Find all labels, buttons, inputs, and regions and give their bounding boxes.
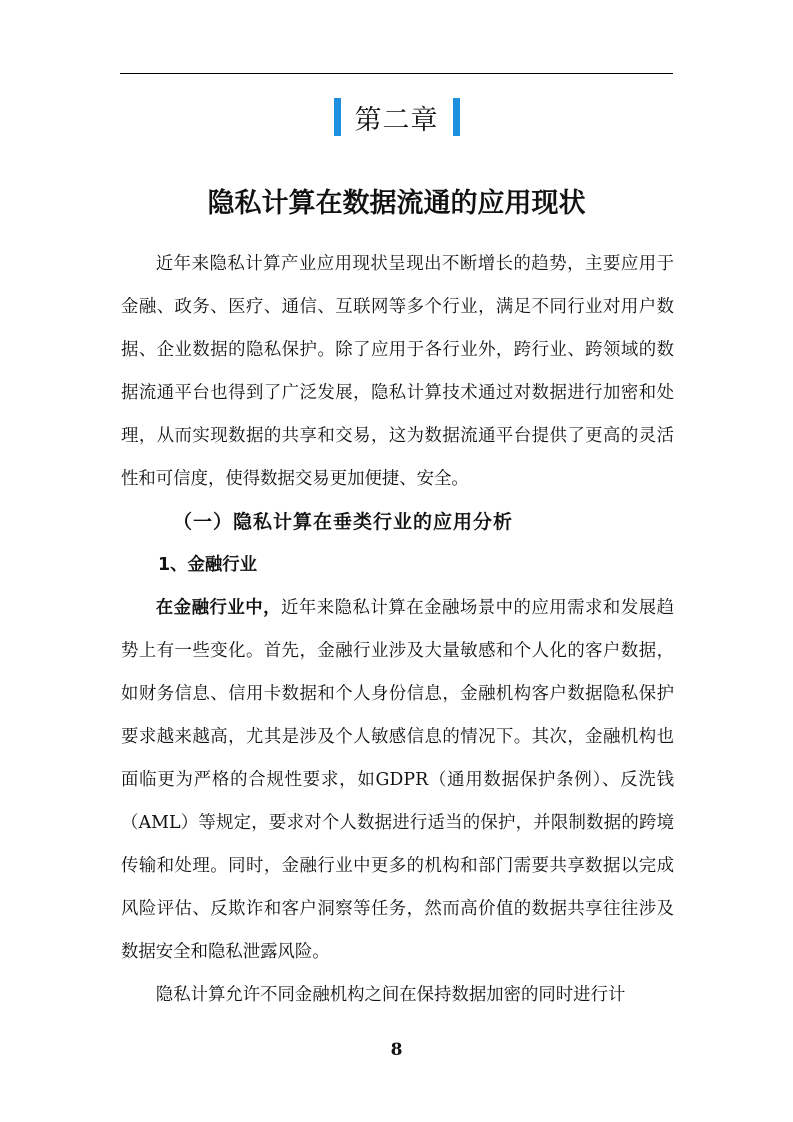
chapter-banner: [0, 95, 793, 139]
intro-paragraph: 近年来隐私计算产业应用现状呈现出不断增长的趋势，主要应用于金融、政务、医疗、通信、互联网等多个行业，满足不同行业对用户数据、企业数据的隐私保护。除了应用于各行业外，跨行业、跨领域的数据流通平台也得到了广泛发展，隐私计算技术通过对数据进行加密和处理，从而实现数据的共享和交易，这为数据流通平台提供了更高的灵活性和可信度，使得数据交易更加便捷、安全。: [121, 254, 674, 489]
header-rule: [120, 73, 673, 74]
section-heading: （一）隐私计算在垂类行业的应用分析: [173, 511, 514, 533]
chapter-bar-right: [453, 98, 460, 136]
chapter-bar-left: [334, 98, 341, 136]
finance-paragraph: [121, 587, 674, 974]
body-content: [121, 243, 674, 1017]
page-title: 隐私计算在数据流通的应用现状: [207, 188, 586, 219]
subsection-heading: 1、金融行业: [158, 555, 258, 575]
last-paragraph: 隐私计算允许不同金融机构之间在保持数据加密的同时进行计: [155, 985, 626, 1005]
finance-body: 近年来隐私计算在金融场景中的应用需求和发展趋势上有一些变化。首先，金融行业涉及大量敏感和个人化的客户数据，如财务信息、信用卡数据和个人身份信息，金融机构客户数据隐私保护要求越来越高，尤其是涉及个人敏感信息的情况下。其次，金融机构也面临更为严格的合规性要求，如GDPR（通用数据保护条例）、反洗钱（AML）等规定，要求对个人数据进行适当的保护，并限制数据的跨境传输和处理。同时，金融行业中更多的机构和部门需要共享数据以完成风险评估、反欺诈和客户洞察等任务，然而高价值的数据共享往往涉及数据安全和隐私泄露风险。: [121, 598, 674, 962]
finance-lead: 在金融行业中，: [155, 598, 281, 618]
chapter-label: 第二章: [354, 104, 439, 136]
page-number: 8: [390, 1040, 403, 1060]
